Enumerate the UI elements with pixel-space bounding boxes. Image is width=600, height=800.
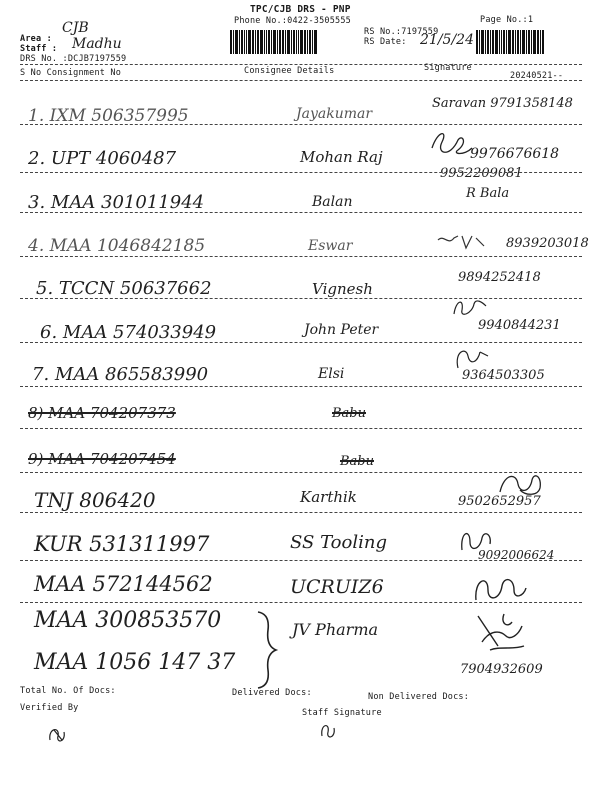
header-divider — [20, 64, 582, 65]
signature-scribble — [496, 470, 546, 500]
area-value: CJB — [62, 20, 89, 36]
consignment-number: MAA 300853570 — [34, 608, 222, 633]
delivered-docs-label: Delivered Docs: — [232, 688, 312, 698]
header-divider-bottom — [20, 80, 582, 81]
barcode-left — [230, 30, 350, 54]
non-delivered-docs-label: Non Delivered Docs: — [368, 692, 470, 702]
total-docs-label: Total No. Of Docs: — [20, 686, 116, 696]
consignment-number: 9) MAA 704207454 — [28, 450, 176, 468]
row-divider — [20, 342, 582, 343]
signature-scribble — [470, 572, 530, 606]
signature-scribble — [452, 344, 492, 372]
consignment-number: 7. MAA 865583990 — [32, 364, 209, 385]
column-consignee: Consignee Details — [244, 66, 335, 76]
document-title: TPC/CJB DRS - PNP — [250, 4, 351, 15]
signature: 9364503305 — [462, 368, 545, 383]
signature: 7904932609 — [460, 662, 543, 677]
signature-scribble — [456, 526, 496, 556]
consignment-number: 6. MAA 574033949 — [40, 322, 217, 343]
verifier-initials — [44, 722, 70, 748]
row-divider — [20, 428, 582, 429]
row-divider — [20, 298, 582, 299]
consignee-name: Babu — [332, 406, 366, 421]
consignee-name: Mohan Raj — [300, 148, 383, 166]
consignment-number: MAA 572144562 — [34, 572, 213, 596]
consignee-name: Eswar — [308, 238, 353, 254]
barcode-right — [476, 30, 576, 54]
consignee-name: JV Pharma — [292, 620, 379, 639]
consignment-number: 8) MAA 704207373 — [28, 404, 176, 422]
consignee-name: Karthik — [300, 488, 357, 506]
consignee-name: SS Tooling — [290, 532, 387, 553]
row-divider — [20, 560, 582, 561]
verified-by-label: Verified By — [20, 703, 79, 713]
signature-scribble — [436, 232, 492, 256]
signature: 9940844231 — [478, 318, 561, 333]
signature: R Bala — [466, 186, 510, 201]
column-sno-consignment: S No Consignment No — [20, 68, 122, 78]
consignment-number: 3. MAA 301011944 — [28, 192, 205, 213]
staff-initials — [316, 720, 338, 742]
signature: 9092006624 — [478, 548, 555, 562]
signature: 9894252418 — [458, 270, 541, 285]
staff-signature-label: Staff Signature — [302, 708, 382, 718]
row-divider — [20, 256, 582, 257]
consignment-number: 4. MAA 1046842185 — [28, 236, 206, 256]
consignment-number: 1. IXM 506357995 — [28, 106, 189, 126]
consignee-name: Elsi — [318, 366, 345, 382]
column-signature: Signature — [424, 63, 472, 73]
column-date-code: 20240521-- — [510, 71, 564, 81]
page-number: Page No.:1 — [480, 15, 534, 25]
brace-mark — [252, 610, 282, 690]
consignment-number: TNJ 806420 — [34, 488, 156, 512]
signature-scribble — [428, 128, 474, 162]
consignment-number: 2. UPT 4060487 — [28, 148, 177, 169]
signature: 9502652957 — [458, 494, 541, 509]
row-divider — [20, 172, 582, 173]
consignee-name: Balan — [312, 194, 353, 210]
row-divider — [20, 124, 582, 125]
signature: Saravan 9791358148 — [432, 96, 573, 111]
phone-number: Phone No.:0422-3505555 — [234, 16, 351, 26]
staff-label: Staff : — [20, 44, 58, 54]
consignee-name: Vignesh — [312, 280, 373, 298]
consignment-number: KUR 531311997 — [34, 532, 210, 556]
rs-date-value: 21/5/24 — [420, 32, 474, 48]
signature-scribble — [470, 606, 530, 656]
rs-date-label: RS Date: — [364, 37, 407, 47]
signature-scribble — [450, 296, 490, 320]
consignee-name: UCRUIZ6 — [290, 576, 384, 598]
row-divider — [20, 512, 582, 513]
consignee-name: Jayakumar — [296, 106, 373, 122]
consignee-name: Babu — [340, 454, 374, 469]
consignment-number: MAA 1056 147 37 — [34, 650, 236, 675]
signature-extra: 9952209081 — [440, 166, 523, 181]
area-label: Area : — [20, 34, 52, 44]
row-divider — [20, 212, 582, 213]
row-divider — [20, 386, 582, 387]
signature: 9976676618 — [470, 146, 560, 162]
consignee-name: John Peter — [304, 322, 379, 338]
consignment-number: 5. TCCN 50637662 — [36, 278, 212, 299]
drs-number: DRS No. :DCJB7197559 — [20, 54, 127, 64]
staff-value: Madhu — [72, 36, 122, 52]
rs-number: RS No.:7197559 — [364, 27, 439, 37]
signature: 8939203018 — [506, 236, 589, 251]
